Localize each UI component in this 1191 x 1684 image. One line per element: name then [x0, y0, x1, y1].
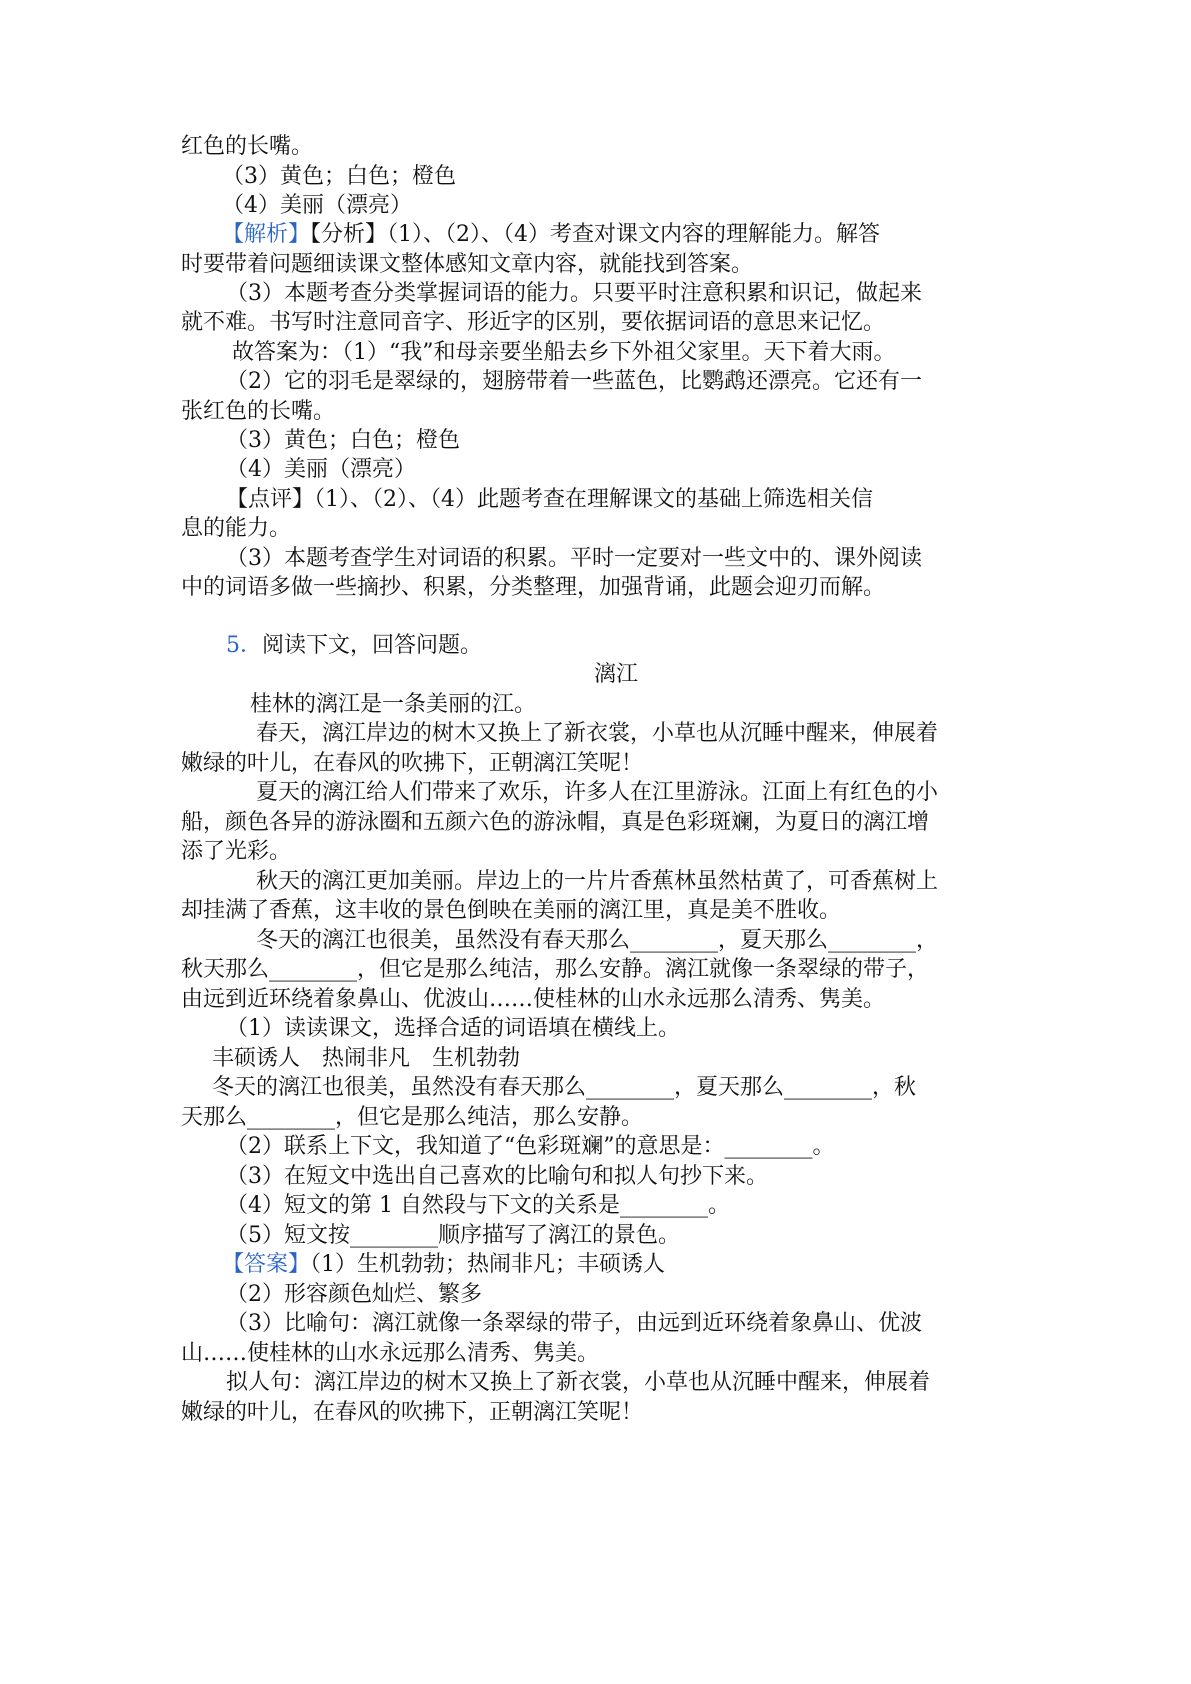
analysis-text: 【分析】（1）、（2）、（4）考查对课文内容的理解能力。解答 [310, 222, 881, 247]
question-5-prompt [226, 631, 482, 661]
passage-line: 桂林的漓江是一条美丽的江。 [250, 692, 537, 717]
text-line: （3）本题考查学生对词语的积累。平时一定要对一些文中的、课外阅读 [226, 546, 922, 571]
answer-text: （1）生机勃勃；热闹非凡；丰硕诱人 [310, 1252, 666, 1277]
passage-line: 夏天的漓江给人们带来了欢乐，许多人在江里游泳。江面上有红色的小 [256, 780, 939, 805]
text-line: （2）它的羽毛是翠绿的，翅膀带着一些蓝色，比鹦鹉还漂亮。它还有一 [226, 369, 922, 394]
text-line: （3）本题考查分类掌握词语的能力。只要平时注意积累和识记，做起来 [226, 281, 922, 306]
text-line: （3）黄色；白色；橙色 [222, 164, 456, 189]
text-line: 红色的长嘴。 [181, 134, 314, 159]
sub-question: （5）短文按________顺序描写了漓江的景色。 [226, 1223, 680, 1248]
text-line: 就不难。书写时注意同音字、形近字的区别，要依据词语的意思来记忆。 [181, 310, 886, 335]
text-line: 息的能力。 [181, 516, 292, 541]
passage-title: 漓江 [594, 662, 639, 687]
sub-question: （4）短文的第 1 自然段与下文的关系是________。 [226, 1193, 730, 1218]
passage-line: 秋天那么________，但它是那么纯洁，那么安静。漓江就像一条翠绿的带子， [181, 957, 930, 982]
answer-line [222, 1250, 665, 1280]
text-line: （4）美丽（漂亮） [222, 193, 412, 218]
passage-line: 却挂满了香蕉，这丰收的景色倒映在美丽的漓江里，真是美不胜收。 [181, 898, 842, 923]
text-line: 冬天的漓江也很美，虽然没有春天那么________，夏天那么________，秋 [212, 1075, 917, 1100]
text-line: 故答案为：（1）“我”和母亲要坐船去乡下外祖父家里。天下着大雨。 [232, 340, 896, 365]
text-line: 张红色的长嘴。 [181, 399, 336, 424]
text-line: 天那么________，但它是那么纯洁，那么安静。 [181, 1105, 644, 1130]
sub-question: （3）在短文中选出自己喜欢的比喻句和拟人句抄下来。 [226, 1164, 768, 1189]
text-line: 时要带着问题细读课文整体感知文章内容，就能找到答案。 [181, 252, 754, 277]
passage-line: 嫩绿的叶儿，在春风的吹拂下，正朝漓江笑呢！ [181, 751, 644, 776]
text-line: （3）黄色；白色；橙色 [226, 428, 460, 453]
question-number: 5． [226, 633, 262, 658]
answer-tag: 【答案】 [222, 1252, 311, 1277]
text-line: 中的词语多做一些摘抄、积累，分类整理，加强背诵，此题会迎刃而解。 [181, 575, 886, 600]
passage-line: 秋天的漓江更加美丽。岸边上的一片片香蕉林虽然枯黄了，可香蕉树上 [256, 869, 939, 894]
sub-question: （1）读读课文，选择合适的词语填在横线上。 [226, 1016, 680, 1041]
text-line: 嫩绿的叶儿，在春风的吹拂下，正朝漓江笑呢！ [181, 1400, 644, 1425]
sub-question: （2）联系上下文，我知道了“色彩斑斓”的意思是：________。 [226, 1134, 835, 1159]
text-line: （2）形容颜色灿烂、繁多 [226, 1282, 482, 1307]
text-line: 【点评】（1）、（2）、（4）此题考查在理解课文的基础上筛选相关信 [226, 487, 873, 512]
word-options: 丰硕诱人 热闹非凡 生机勃勃 [212, 1046, 521, 1071]
analysis-tag: 【解析】 [222, 222, 311, 247]
text-line: （3）比喻句：漓江就像一条翠绿的带子，由远到近环绕着象鼻山、优波 [226, 1311, 922, 1336]
passage-line: 由远到近环绕着象鼻山、优波山……使桂林的山水永远那么清秀、隽美。 [181, 987, 886, 1012]
passage-line: 冬天的漓江也很美，虽然没有春天那么________，夏天那么________， [256, 928, 939, 953]
text-line: （4）美丽（漂亮） [226, 457, 416, 482]
passage-line: 添了光彩。 [181, 839, 292, 864]
text-line: 拟人句：漓江岸边的树木又换上了新衣裳，小草也从沉睡中醒来，伸展着 [226, 1370, 931, 1395]
passage-line: 船，颜色各异的游泳圈和五颜六色的游泳帽，真是色彩斑斓，为夏日的漓江增 [181, 810, 930, 835]
passage-line: 春天，漓江岸边的树木又换上了新衣裳，小草也从沉睡中醒来，伸展着 [256, 721, 939, 746]
analysis-line [222, 220, 880, 250]
question-text: 阅读下文，回答问题。 [262, 633, 483, 658]
text-line: 山……使桂林的山水永远那么清秀、隽美。 [181, 1341, 600, 1366]
